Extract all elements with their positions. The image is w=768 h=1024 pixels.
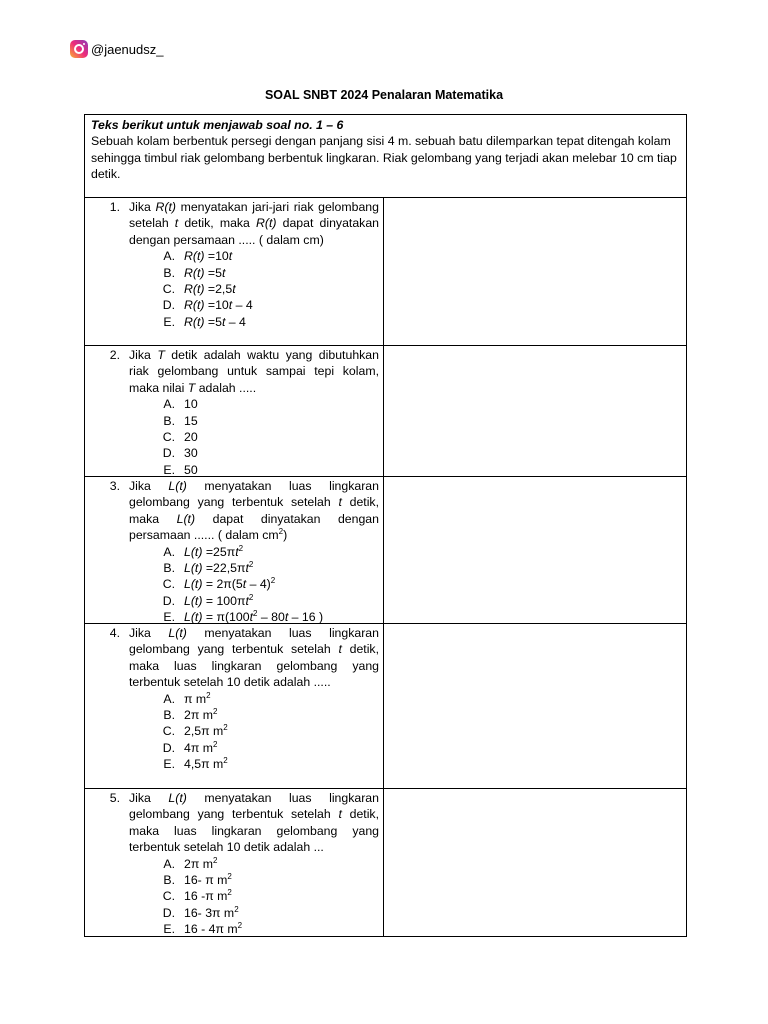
option-label: B.: [163, 873, 175, 888]
option-label: A.: [163, 544, 175, 559]
answer-option: [85, 756, 379, 772]
intro-box: [85, 115, 686, 198]
question-table: [84, 114, 687, 937]
option-list: [85, 856, 379, 938]
answer-option: [85, 691, 379, 707]
option-text: 30: [184, 446, 198, 461]
option-text: 4,5π $m^2$: [184, 756, 228, 772]
question-number: 3.: [109, 479, 120, 493]
question-number: 1.: [109, 200, 120, 214]
answer-option: [85, 396, 379, 412]
option-label: C.: [162, 577, 175, 592]
answer-option: [85, 297, 379, 313]
option-label: D.: [162, 905, 175, 920]
document-title: SOAL SNBT 2024 Penalaran Matematika: [264, 88, 504, 102]
answer-space-cell: [384, 346, 686, 476]
option-text: 16 -π $m^2$: [184, 888, 232, 904]
option-text: 10: [184, 397, 198, 412]
answer-option: [85, 723, 379, 739]
question-rows: [85, 198, 686, 936]
question-row: [85, 789, 686, 936]
option-text: R(t) =2,5t: [184, 282, 236, 297]
answer-option: [85, 740, 379, 756]
answer-option: [85, 707, 379, 723]
question-text: Jika L(t) menyatakan luas lingkaran gelombang yang terbentuk setelah t detik, maka luas lingkaran gelombang yang terbentuk setelah 10 detik adalah .....: [129, 626, 379, 690]
question-number: 4.: [109, 626, 120, 640]
question-text: Jika L(t) menyatakan luas lingkaran gelombang yang terbentuk setelah t detik, maka luas lingkaran gelombang yang terbentuk setelah 10 detik adalah ...: [129, 791, 379, 855]
option-label: E.: [163, 922, 175, 937]
answer-option: [85, 248, 379, 264]
question-row: [85, 198, 686, 346]
option-text: R(t) =5t – 4: [184, 314, 246, 329]
option-text: 16 - 4π $m^2$: [184, 921, 243, 937]
answer-option: [85, 314, 379, 330]
question-cell: [85, 789, 384, 936]
option-text: $L(t) = 100\pi t^2$: [184, 592, 254, 608]
option-text: 16- 3π $m^2$: [184, 904, 239, 920]
option-label: D.: [162, 298, 175, 313]
option-label: A.: [163, 397, 175, 412]
answer-space-cell: [384, 198, 686, 345]
question-number: 5.: [109, 791, 120, 805]
option-label: E.: [163, 757, 175, 772]
option-label: B.: [163, 708, 175, 723]
option-text: 16- π $m^2$: [184, 871, 232, 888]
option-label: A.: [163, 691, 175, 706]
option-list: [85, 691, 379, 773]
question-cell: [85, 624, 384, 788]
answer-option: [85, 413, 379, 429]
option-list: [85, 544, 379, 626]
answer-option: [85, 593, 379, 609]
option-text: π $m^2$: [184, 690, 211, 706]
option-list: [85, 248, 379, 330]
instagram-handle: [70, 40, 163, 58]
option-text: 2π $m^2$: [184, 855, 218, 871]
option-label: C.: [162, 282, 175, 297]
option-text: 50: [184, 462, 198, 477]
option-label: C.: [162, 724, 175, 739]
answer-option: [85, 872, 379, 888]
option-text: 2π $m^2$: [184, 706, 218, 723]
option-label: A.: [163, 856, 175, 871]
option-label: B.: [163, 265, 175, 280]
answer-option: [85, 576, 379, 592]
question-cell: [85, 198, 384, 345]
option-label: C.: [162, 430, 175, 445]
option-label: D.: [162, 740, 175, 755]
option-label: B.: [163, 413, 175, 428]
intro-text: Sebuah kolam berbentuk persegi dengan panjang sisi 4 m. sebuah batu dilemparkan tepat ditengah kolam sehingga timbul riak gelombang berbentuk lingkaran. Riak gelombang yang terjadi akan melebar 10 cm tiap detik.: [91, 134, 677, 182]
question-row: [85, 624, 686, 789]
option-text: R(t) =10t: [184, 249, 233, 264]
option-text: 15: [184, 413, 198, 428]
question-text: Jika L(t) menyatakan luas lingkaran gelombang yang terbentuk setelah t detik, maka L(t) dapat dinyatakan dengan persamaan ...... ( dalam $cm^2$): [129, 479, 379, 543]
option-text: L(t) = 2π(5t – 4)$^2$: [184, 576, 276, 592]
question-row: [85, 346, 686, 477]
handle-text: @jaenudsz_: [91, 41, 164, 57]
question-row: [85, 477, 686, 624]
option-label: C.: [162, 889, 175, 904]
option-label: D.: [162, 446, 175, 461]
question-cell: [85, 477, 384, 623]
option-label: D.: [162, 593, 175, 608]
answer-option: [85, 921, 379, 937]
option-label: E.: [163, 610, 175, 625]
answer-option: [85, 281, 379, 297]
question-text: Jika T detik adalah waktu yang dibutuhkan riak gelombang untuk sampai tepi kolam, maka nilai T adalah .....: [129, 348, 379, 395]
answer-option: [85, 429, 379, 445]
answer-option: [85, 905, 379, 921]
option-text: R(t) =10t – 4: [184, 298, 253, 313]
answer-option: [85, 544, 379, 560]
instagram-icon: [70, 40, 88, 58]
option-label: B.: [163, 561, 175, 576]
option-text: 2,5π $m^2$: [184, 723, 228, 739]
intro-heading: Teks berikut untuk menjawab soal no. 1 – 6: [91, 118, 344, 132]
option-text: $L(t) = \pi(100t^2 - 80t - 16$ ): [184, 609, 324, 625]
answer-option: [85, 560, 379, 576]
option-label: E.: [163, 462, 175, 477]
option-text: R(t) =5t: [184, 265, 226, 280]
question-text: Jika R(t) menyatakan jari-jari riak gelombang setelah t detik, maka R(t) dapat dinyatakan dengan persamaan ..... ( dalam cm): [129, 200, 379, 247]
option-label: E.: [163, 314, 175, 329]
option-text: $L(t) =25\pi t^2$: [184, 543, 244, 559]
answer-space-cell: [384, 624, 686, 788]
option-label: A.: [163, 249, 175, 264]
option-text: 4π $m^2$: [184, 739, 218, 755]
answer-space-cell: [384, 477, 686, 623]
answer-option: [85, 888, 379, 904]
answer-option: [85, 265, 379, 281]
option-list: [85, 396, 379, 478]
answer-option: [85, 462, 379, 478]
answer-option: [85, 856, 379, 872]
answer-option: [85, 445, 379, 461]
question-number: 2.: [109, 348, 120, 362]
option-text: 20: [184, 430, 198, 445]
question-cell: [85, 346, 384, 476]
answer-space-cell: [384, 789, 686, 936]
option-text: $L(t) =22,5\pi t^2$: [184, 559, 254, 576]
